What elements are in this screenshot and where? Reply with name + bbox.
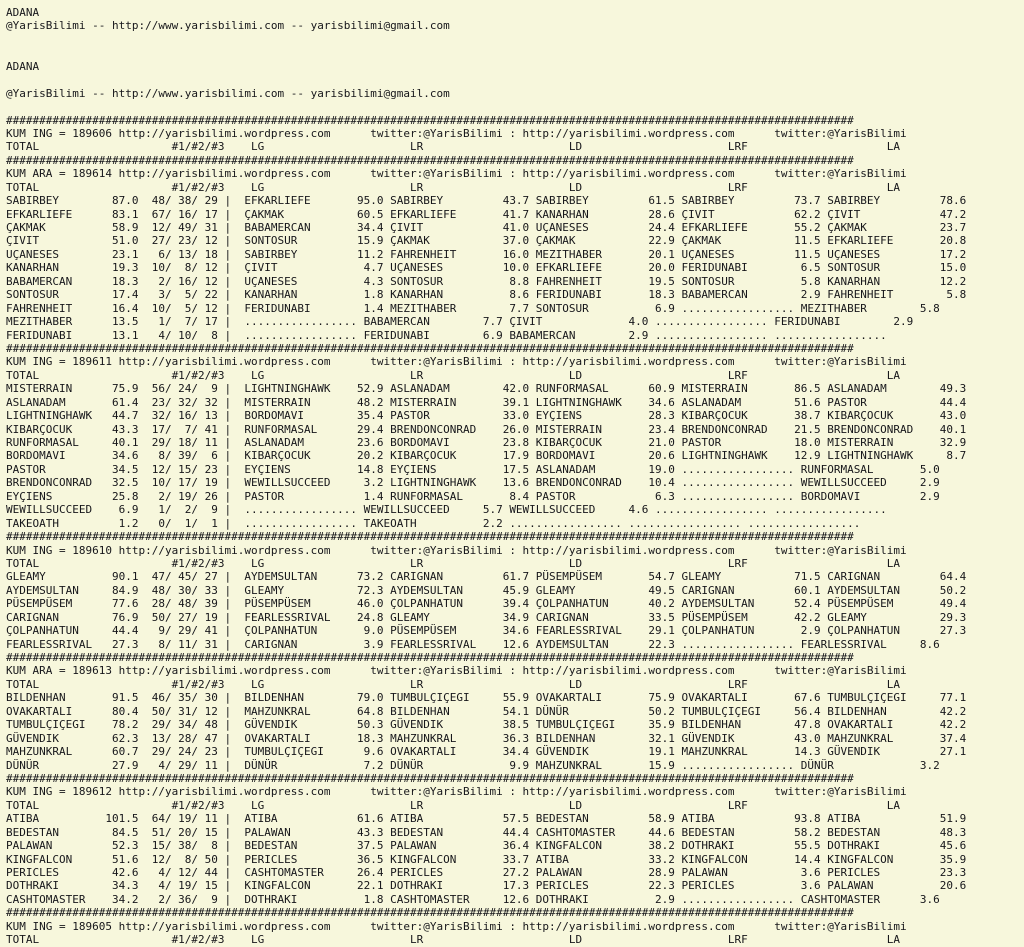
report-line: FEARLESSRIVAL 27.3 8/ 11/ 31 | CARIGNAN 3.9 FEARLESSRIVAL 12.6 AYDEMSULTAN 22.3 ................. FEARLESSRIVAL 8.6 [6, 637, 940, 651]
report-line: RUNFORMASAL 40.1 29/ 18/ 11 | ASLANADAM 23.6 BORDOMAVI 23.8 KIBARÇOCUK 21.0 PASTOR 18.0 MISTERRAIN 32.9 [6, 436, 967, 449]
report-line: BILDENHAN 91.5 46/ 35/ 30 | BILDENHAN 79.0 TUMBULÇIÇEGI 55.9 OVAKARTALI 75.9 OVAKARTALI 67.6 TUMBULÇIÇEGI 77.1 [6, 691, 967, 705]
report-line: CARIGNAN 76.9 50/ 27/ 19 | FEARLESSRIVAL 24.8 GLEAMY 34.9 CARIGNAN 33.5 PÜSEMPÜSEM 42.2 GLEAMY 29.3 [6, 610, 967, 624]
report-line: SABIRBEY 87.0 48/ 38/ 29 | EFKARLIEFE 95.0 SABIRBEY 43.7 SABIRBEY 61.5 SABIRBEY 73.7 SABIRBEY 78.6 [6, 194, 967, 208]
report-line: KUM ARA = 189614 http://yarisbilimi.wordpress.com twitter:@YarisBilimi : http://yarisbilimi.wordpress.com twitter:@YarisBilimi [6, 167, 907, 181]
report-line: PÜSEMPÜSEM 77.6 28/ 48/ 39 | PÜSEMPÜSEM 46.0 ÇOLPANHATUN 39.4 ÇOLPANHATUN 40.2 AYDEMSULTAN 52.4 PÜSEMPÜSEM 49.4 [6, 597, 967, 611]
report-line: ################################################################################################################################ [6, 341, 854, 355]
report-line: ÇAKMAK 58.9 12/ 49/ 31 | BABAMERCAN 34.4 ÇIVIT 41.0 UÇANESES 24.4 EFKARLIEFE 55.2 ÇAKMAK 23.7 [6, 221, 967, 234]
report-line: ATIBA 101.5 64/ 19/ 11 | ATIBA 61.6 ATIBA 57.5 BEDESTAN 58.9 ATIBA 93.8 ATIBA 51.9 [6, 812, 967, 826]
report-line: @YarisBilimi -- http://www.yarisbilimi.com -- yarisbilimi@gmail.com [6, 19, 450, 33]
report-line: MISTERRAIN 75.9 56/ 24/ 9 | LIGHTNINGHAWK 52.9 ASLANADAM 42.0 RUNFORMASAL 60.9 MISTERRAIN 86.5 ASLANADAM 49.3 [6, 382, 967, 396]
report-line: KANARHAN 19.3 10/ 8/ 12 | ÇIVIT 4.7 UÇANESES 10.0 EFKARLIEFE 20.0 FERIDUNABI 6.5 SONTOSUR 15.0 [6, 261, 967, 275]
report-line: MAHZUNKRAL 60.7 29/ 24/ 23 | TUMBULÇIÇEGI 9.6 OVAKARTALI 34.4 GÜVENDIK 19.1 MAHZUNKRAL 14.3 GÜVENDIK 27.1 [6, 745, 967, 759]
report-line: DOTHRAKI 34.3 4/ 19/ 15 | KINGFALCON 22.1 DOTHRAKI 17.3 PERICLES 22.3 PERICLES 3.6 PALAWAN 20.6 [6, 879, 967, 893]
report-line: UÇANESES 23.1 6/ 13/ 18 | SABIRBEY 11.2 FAHRENHEIT 16.0 MEZITHABER 20.1 UÇANESES 11.5 UÇANESES 17.2 [6, 247, 967, 261]
report-line: BRENDONCONRAD 32.5 10/ 17/ 19 | WEWILLSUCCEED 3.2 LIGHTNINGHAWK 13.6 BRENDONCONRAD 10.4 ................. WEWILLSUCCEED 2.9 [6, 476, 940, 490]
report-line: KUM ING = 189612 http://yarisbilimi.wordpress.com twitter:@YarisBilimi : http://yarisbilimi.wordpress.com twitter:@YarisBilimi [6, 785, 907, 799]
blank-line [6, 100, 1020, 113]
report-line: KUM ING = 189610 http://yarisbilimi.wordpress.com twitter:@YarisBilimi : http://yarisbilimi.wordpress.com twitter:@YarisBilimi [6, 543, 907, 557]
report-line: KINGFALCON 51.6 12/ 8/ 50 | PERICLES 36.5 KINGFALCON 33.7 ATIBA 33.2 KINGFALCON 14.4 KINGFALCON 35.9 [6, 852, 967, 866]
report-line: KUM ING = 189605 http://yarisbilimi.wordpress.com twitter:@YarisBilimi : http://yarisbilimi.wordpress.com twitter:@YarisBilimi [6, 919, 907, 933]
report-line: ################################################################################################################################ [6, 651, 854, 664]
report-line: KUM ARA = 189613 http://yarisbilimi.wordpress.com twitter:@YarisBilimi : http://yarisbilimi.wordpress.com twitter:@YarisBilimi [6, 664, 907, 678]
report-line: DÜNÜR 27.9 4/ 29/ 11 | DÜNÜR 7.2 DÜNÜR 9.9 MAHZUNKRAL 15.9 ................. DÜNÜR 3.2 [6, 758, 940, 772]
report-line: @YarisBilimi -- http://www.yarisbilimi.com -- yarisbilimi@gmail.com [6, 86, 450, 100]
report-line: TUMBULÇIÇEGI 78.2 29/ 34/ 48 | GÜVENDIK 50.3 GÜVENDIK 38.5 TUMBULÇIÇEGI 35.9 BILDENHAN 47.8 OVAKARTALI 42.2 [6, 718, 967, 732]
report-line: ÇOLPANHATUN 44.4 9/ 29/ 41 | ÇOLPANHATUN 9.0 PÜSEMPÜSEM 34.6 FEARLESSRIVAL 29.1 ÇOLPANHATUN 2.9 ÇOLPANHATUN 27.3 [6, 624, 967, 638]
report-line: LIGHTNINGHAWK 44.7 32/ 16/ 13 | BORDOMAVI 35.4 PASTOR 33.0 EYÇIENS 28.3 KIBARÇOCUK 38.7 KIBARÇOCUK 43.0 [6, 409, 967, 423]
report-line: BABAMERCAN 18.3 2/ 16/ 12 | UÇANESES 4.3 SONTOSUR 8.8 FAHRENHEIT 19.5 SONTOSUR 5.8 KANARHAN 12.2 [6, 274, 967, 288]
report-line: KUM ING = 189611 http://yarisbilimi.wordpress.com twitter:@YarisBilimi : http://yarisbilimi.wordpress.com twitter:@YarisBilimi [6, 355, 907, 369]
report-line: TOTAL #1/#2/#3 LG LR LD LRF LA [6, 677, 901, 691]
report-line: ################################################################################################################################ [6, 153, 854, 167]
blank-line [6, 46, 1020, 59]
report-line: GLEAMY 90.1 47/ 45/ 27 | AYDEMSULTAN 73.2 CARIGNAN 61.7 PÜSEMPÜSEM 54.7 GLEAMY 71.5 CARIGNAN 64.4 [6, 570, 967, 584]
report-line: WEWILLSUCCEED 6.9 1/ 2/ 9 | ................. WEWILLSUCCEED 5.7 WEWILLSUCCEED 4.6 ................. ................. [6, 503, 887, 517]
report-line: BORDOMAVI 34.6 8/ 39/ 6 | KIBARÇOCUK 20.2 KIBARÇOCUK 17.9 BORDOMAVI 20.6 LIGHTNINGHAWK 12.9 LIGHTNINGHAWK 8.7 [6, 449, 967, 463]
report-line: FAHRENHEIT 16.4 10/ 5/ 12 | FERIDUNABI 1.4 MEZITHABER 7.7 SONTOSUR 6.9 ................. MEZITHABER 5.8 [6, 301, 940, 315]
report-line: TOTAL #1/#2/#3 LG LR LD LRF LA [6, 933, 901, 947]
report-line: TOTAL #1/#2/#3 LG LR LD LRF LA [6, 556, 901, 570]
report-line: TOTAL #1/#2/#3 LG LR LD LRF LA [6, 368, 901, 382]
report-line: ASLANADAM 61.4 23/ 32/ 32 | MISTERRAIN 48.2 MISTERRAIN 39.1 LIGHTNINGHAWK 34.6 ASLANADAM 51.6 PASTOR 44.4 [6, 395, 967, 409]
report-line: PERICLES 42.6 4/ 12/ 44 | CASHTOMASTER 26.4 PERICLES 27.2 PALAWAN 28.9 PALAWAN 3.6 PERICLES 23.3 [6, 866, 967, 879]
report-line: KUM ING = 189606 http://yarisbilimi.wordpress.com twitter:@YarisBilimi : http://yarisbilimi.wordpress.com twitter:@YarisBilimi [6, 126, 907, 140]
report-line: TOTAL #1/#2/#3 LG LR LD LRF LA [6, 798, 901, 812]
report-line: TOTAL #1/#2/#3 LG LR LD LRF LA [6, 180, 901, 194]
report-line: SONTOSUR 17.4 3/ 5/ 22 | KANARHAN 1.8 KANARHAN 8.6 FERIDUNABI 18.3 BABAMERCAN 2.9 FAHRENHEIT 5.8 [6, 288, 967, 302]
report-line: ADANA [6, 6, 40, 19]
report-line: PALAWAN 52.3 15/ 38/ 8 | BEDESTAN 37.5 PALAWAN 36.4 KINGFALCON 38.2 DOTHRAKI 55.5 DOTHRAKI 45.6 [6, 839, 967, 853]
report-line: OVAKARTALI 80.4 50/ 31/ 12 | MAHZUNKRAL 64.8 BILDENHAN 54.1 DÜNÜR 50.2 TUMBULÇIÇEGI 56.4 BILDENHAN 42.2 [6, 704, 967, 718]
report-line: ################################################################################################################################ [6, 771, 854, 785]
report-line: ################################################################################################################################ [6, 906, 854, 920]
report-line: TAKEOATH 1.2 0/ 1/ 1 | ................. TAKEOATH 2.2 ................. ................. ................. [6, 516, 861, 530]
report-line: CASHTOMASTER 34.2 2/ 36/ 9 | DOTHRAKI 1.8 CASHTOMASTER 12.6 DOTHRAKI 2.9 ................. CASHTOMASTER 3.6 [6, 892, 940, 906]
report-line: ################################################################################################################################ [6, 113, 854, 127]
blank-line [6, 73, 1020, 86]
blank-line [6, 33, 1020, 46]
report-line: ADANA [6, 59, 40, 73]
report-line: KIBARÇOCUK 43.3 17/ 7/ 41 | RUNFORMASAL 29.4 BRENDONCONRAD 26.0 MISTERRAIN 23.4 BRENDONCONRAD 21.5 BRENDONCONRAD 40.1 [6, 422, 967, 436]
report-line: FERIDUNABI 13.1 4/ 10/ 8 | ................. FERIDUNABI 6.9 BABAMERCAN 2.9 ................. ................. [6, 328, 887, 342]
report-line: ÇIVIT 51.0 27/ 23/ 12 | SONTOSUR 15.9 ÇAKMAK 37.0 ÇAKMAK 22.9 ÇAKMAK 11.5 EFKARLIEFE 20.8 [6, 234, 967, 248]
report-line: ################################################################################################################################ [6, 530, 854, 544]
report-line: AYDEMSULTAN 84.9 48/ 30/ 33 | GLEAMY 72.3 AYDEMSULTAN 45.9 GLEAMY 49.5 CARIGNAN 60.1 AYDEMSULTAN 50.2 [6, 583, 967, 597]
report-line: EFKARLIEFE 83.1 67/ 16/ 17 | ÇAKMAK 60.5 EFKARLIEFE 41.7 KANARHAN 28.6 ÇIVIT 62.2 ÇIVIT 47.2 [6, 207, 967, 221]
report-line: MEZITHABER 13.5 1/ 7/ 17 | ................. BABAMERCAN 7.7 ÇIVIT 4.0 ................. FERIDUNABI 2.9 [6, 315, 914, 329]
report-line: PASTOR 34.5 12/ 15/ 23 | EYÇIENS 14.8 EYÇIENS 17.5 ASLANADAM 19.0 ................. RUNFORMASAL 5.0 [6, 462, 940, 476]
report-line: BEDESTAN 84.5 51/ 20/ 15 | PALAWAN 43.3 BEDESTAN 44.4 CASHTOMASTER 44.6 BEDESTAN 58.2 BEDESTAN 48.3 [6, 825, 967, 839]
report-line: EYÇIENS 25.8 2/ 19/ 26 | PASTOR 1.4 RUNFORMASAL 8.4 PASTOR 6.3 ................. BORDOMAVI 2.9 [6, 489, 940, 503]
report-line: GÜVENDIK 62.3 13/ 28/ 47 | OVAKARTALI 18.3 MAHZUNKRAL 36.3 BILDENHAN 32.1 GÜVENDIK 43.0 MAHZUNKRAL 37.4 [6, 731, 967, 745]
report-line: TOTAL #1/#2/#3 LG LR LD LRF LA [6, 140, 901, 154]
